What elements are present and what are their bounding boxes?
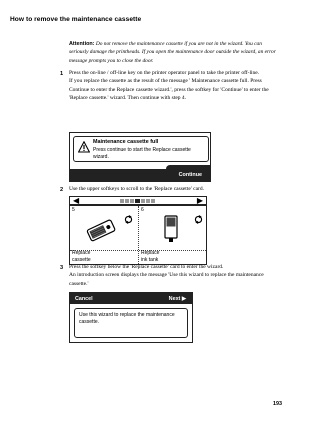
- step-1-text: [69, 69, 283, 103]
- page-number: 193: [273, 401, 282, 407]
- card-label-line: ink tank: [141, 256, 159, 263]
- left-arrow-icon[interactable]: ◀: [73, 195, 80, 205]
- page-dot: [120, 199, 124, 203]
- ink-tank-icon: [161, 214, 181, 244]
- continue-softkey[interactable]: Continue: [178, 171, 202, 178]
- card-label-line: cassette: [72, 256, 91, 263]
- cassette-icon: [84, 215, 120, 245]
- step-3-line: Press the softkey below the 'Replace cassette' card to enter the wizard.: [69, 264, 224, 270]
- step-number: 1: [60, 71, 64, 77]
- swap-icon: [194, 215, 203, 224]
- warning-icon: [78, 141, 90, 153]
- card-label-line: Replace: [141, 250, 160, 257]
- page-dot: [146, 199, 150, 203]
- dialog-title: Maintenance cassette full: [93, 139, 159, 145]
- printer-screen-wizard-intro: [69, 292, 193, 343]
- page-dot: [130, 199, 134, 203]
- page-indicator: [120, 199, 155, 203]
- page-heading: How to remove the maintenance cassette: [10, 16, 142, 23]
- softkey-bar: [70, 293, 192, 304]
- step-number: 3: [60, 265, 64, 271]
- step-2-line: Use the upper softkeys to scroll to the 'Replace cassette' card.: [69, 186, 205, 192]
- card-replace-ink-tank[interactable]: [139, 206, 207, 265]
- printer-screen-cassette-full: [69, 132, 211, 182]
- dialog-message: Press continue to start the Replace cassette wizard.: [93, 147, 191, 160]
- softkey-bar: [70, 169, 210, 181]
- card-number: 6: [141, 207, 144, 213]
- step-number: 2: [60, 187, 64, 193]
- step-1-line: If you replace the cassette as the result of the message ' Maintenance cassette full. Press Continue to enter the Replace cassette wizard.', press the softkey for 'Continue' to enter the 'Replace cassette.' wizard. Then continue with step 4.: [69, 78, 269, 102]
- page-dot: [141, 199, 145, 203]
- step-3-text: [69, 263, 283, 288]
- message-dialog: [74, 308, 188, 338]
- card-panel: [69, 205, 207, 265]
- card-label: [141, 250, 159, 263]
- page-dot: [151, 199, 155, 203]
- page-dot: [125, 199, 129, 203]
- attention-note: [69, 40, 277, 65]
- step-2-text: [69, 185, 283, 193]
- cancel-softkey[interactable]: Cancel: [75, 295, 93, 302]
- card-number: 5: [72, 207, 75, 213]
- attention-text: Do not remove the maintenance cassette if you are not in the wizard. You can seriously damage the printheads. If you open the maintenance door outside the wizard, an error message prompts you to close the door.: [69, 41, 276, 64]
- right-arrow-icon[interactable]: ▶: [196, 195, 203, 205]
- attention-label: Attention:: [69, 41, 95, 47]
- card-label-line: Replace: [72, 250, 91, 257]
- card-replace-cassette[interactable]: [70, 206, 138, 265]
- step-1-line: Press the on-line / off-line key on the printer operator panel to take the printer off-line.: [69, 70, 260, 76]
- wizard-message: Use this wizard to replace the maintenance cassette.: [79, 312, 175, 325]
- step-3-line: An introduction screen displays the message 'Use this wizard to replace the maintenance cassette.': [69, 272, 264, 287]
- card-label: [72, 250, 91, 263]
- swap-icon: [124, 215, 133, 224]
- next-softkey[interactable]: Next ▶: [168, 295, 186, 302]
- scroll-navigation-bar: [69, 196, 207, 205]
- page-dot-active: [135, 199, 140, 203]
- message-dialog: [73, 136, 209, 162]
